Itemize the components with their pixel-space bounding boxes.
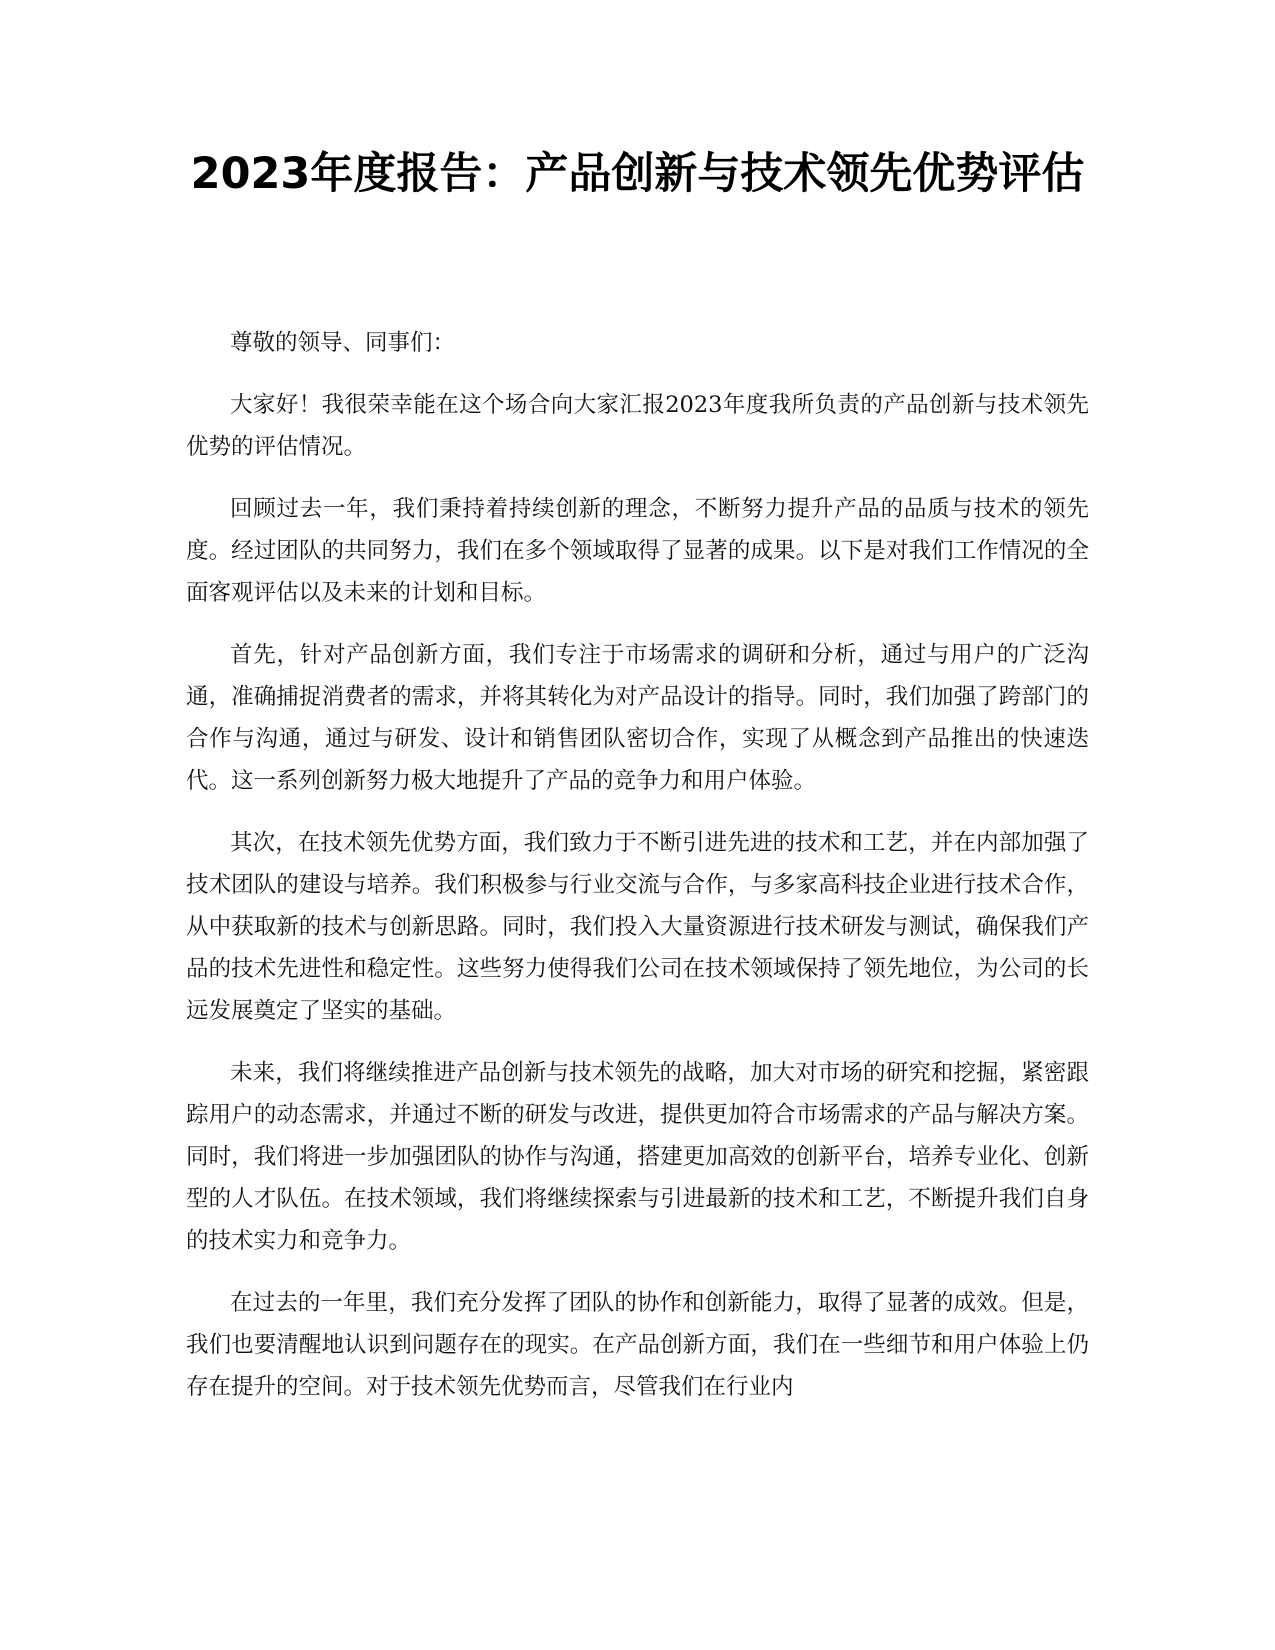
paragraph-product-innovation: 首先，针对产品创新方面，我们专注于市场需求的调研和分析，通过与用户的广泛沟通，准确捕捉消费者的需求，并将其转化为对产品设计的指导。同时，我们加强了跨部门的合作与沟通，通过与研发、设计和销售团队密切合作，实现了从概念到产品推出的快速迭代。这一系列创新努力极大地提升了产品的竞争力和用户体验。: [186, 642, 1089, 794]
paragraph-reflection: 在过去的一年里，我们充分发挥了团队的协作和创新能力，取得了显著的成效。但是，我们也要清醒地认识到问题存在的现实。在产品创新方面，我们在一些细节和用户体验上仍存在提升的空间。对于技术领先优势而言，尽管我们在行业内: [186, 1290, 1089, 1400]
salutation: 尊敬的领导、同事们：: [230, 330, 456, 356]
document-title: 2023年度报告：产品创新与技术领先优势评估: [190, 149, 1085, 199]
paragraph-greeting: 大家好！我很荣幸能在这个场合向大家汇报2023年度我所负责的产品创新与技术领先优势的评估情况。: [186, 392, 1089, 460]
paragraph-future-plan: 未来，我们将继续推进产品创新与技术领先的战略，加大对市场的研究和挖掘，紧密跟踪用户的动态需求，并通过不断的研发与改进，提供更加符合市场需求的产品与解决方案。同时，我们将进一步加强团队的协作与沟通，搭建更加高效的创新平台，培养专业化、创新型的人才队伍。在技术领域，我们将继续探索与引进最新的技术和工艺，不断提升我们自身的技术实力和竞争力。: [186, 1060, 1089, 1254]
paragraph-review: 回顾过去一年，我们秉持着持续创新的理念，不断努力提升产品的品质与技术的领先度。经过团队的共同努力，我们在多个领域取得了显著的成果。以下是对我们工作情况的全面客观评估以及未来的计划和目标。: [186, 496, 1089, 606]
document-body: [186, 322, 1089, 1428]
paragraph-technology-lead: 其次，在技术领先优势方面，我们致力于不断引进先进的技术和工艺，并在内部加强了技术团队的建设与培养。我们积极参与行业交流与合作，与多家高科技企业进行技术合作，从中获取新的技术与创新思路。同时，我们投入大量资源进行技术研发与测试，确保我们产品的技术先进性和稳定性。这些努力使得我们公司在技术领域保持了领先地位，为公司的长远发展奠定了坚实的基础。: [186, 830, 1089, 1024]
